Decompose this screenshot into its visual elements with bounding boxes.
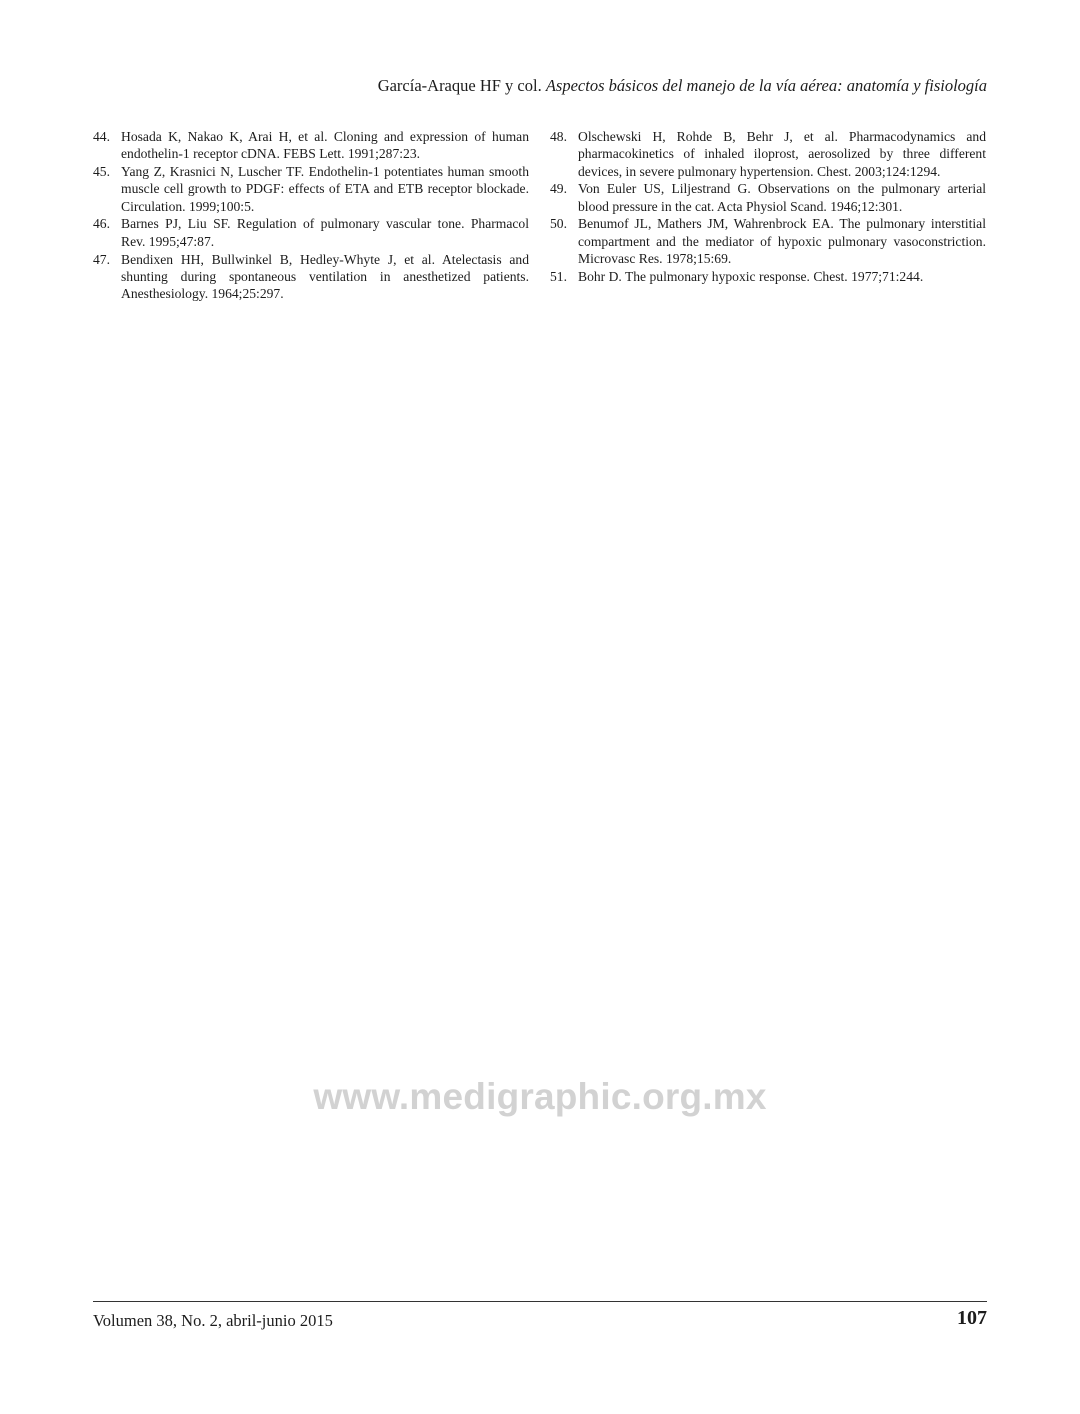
reference-number: 46. (93, 216, 110, 232)
reference-item (93, 163, 529, 215)
references-right-column (550, 128, 986, 286)
watermark: www.medigraphic.org.mx (313, 1076, 767, 1117)
reference-text: Olschewski H, Rohde B, Behr J, et al. Pharmacodynamics and pharmacokinetics of inhaled iloprost, aerosolized by three different devices, in severe pulmonary hypertension. Chest. 2003;124:1294. (578, 129, 986, 179)
footer-volume-info: Volumen 38, No. 2, abril-junio 2015 (93, 1311, 333, 1330)
reference-number: 44. (93, 129, 110, 144)
reference-text: Barnes PJ, Liu SF. Regulation of pulmonary vascular tone. Pharmacol Rev. 1995;47:87. (121, 216, 529, 249)
reference-number: 47. (93, 251, 110, 267)
header-authors: García-Araque HF y col. (377, 76, 542, 95)
reference-item (93, 215, 529, 250)
header-article-title: Aspectos básicos del manejo de la vía aérea: anatomía y fisiología (545, 76, 987, 95)
page-number: 107 (957, 1307, 987, 1329)
footer-divider (93, 1301, 987, 1302)
reference-text: Hosada K, Nakao K, Arai H, et al. Cloning and expression of human endothelin-1 receptor cDNA. FEBS Lett. 1991;287:23. (121, 129, 529, 162)
reference-item (550, 268, 986, 285)
reference-number: 45. (93, 164, 110, 180)
reference-text: Bendixen HH, Bullwinkel B, Hedley-Whyte J, et al. Atelectasis and shunting during spontaneous ventilation in anesthetized patients. Anesthesiology. 1964;25:297. (121, 251, 529, 302)
reference-item (550, 128, 986, 180)
reference-text: Yang Z, Krasnici N, Luscher TF. Endothelin-1 potentiates human smooth muscle cell growth to PDGF: effects of ETA and ETB receptor blockade. Circulation. 1999;100:5. (121, 164, 529, 214)
reference-item (93, 251, 529, 303)
reference-number: 49. (550, 181, 567, 197)
reference-number: 51. (550, 268, 567, 284)
reference-item (550, 215, 986, 267)
reference-text: Benumof JL, Mathers JM, Wahrenbrock EA. The pulmonary interstitial compartment and the mediator of hypoxic pulmonary vasoconstriction. Microvasc Res. 1978;15:69. (578, 216, 986, 267)
references-left-column (93, 128, 529, 303)
reference-item (550, 180, 986, 215)
running-header (378, 76, 987, 96)
reference-number: 50. (550, 216, 567, 232)
reference-number: 48. (550, 129, 567, 144)
reference-text: Bohr D. The pulmonary hypoxic response. Chest. 1977;71:244. (578, 268, 924, 284)
reference-item (93, 128, 529, 163)
reference-text: Von Euler US, Liljestrand G. Observations on the pulmonary arterial blood pressure in the cat. Acta Physiol Scand. 1946;12:301. (578, 181, 986, 214)
